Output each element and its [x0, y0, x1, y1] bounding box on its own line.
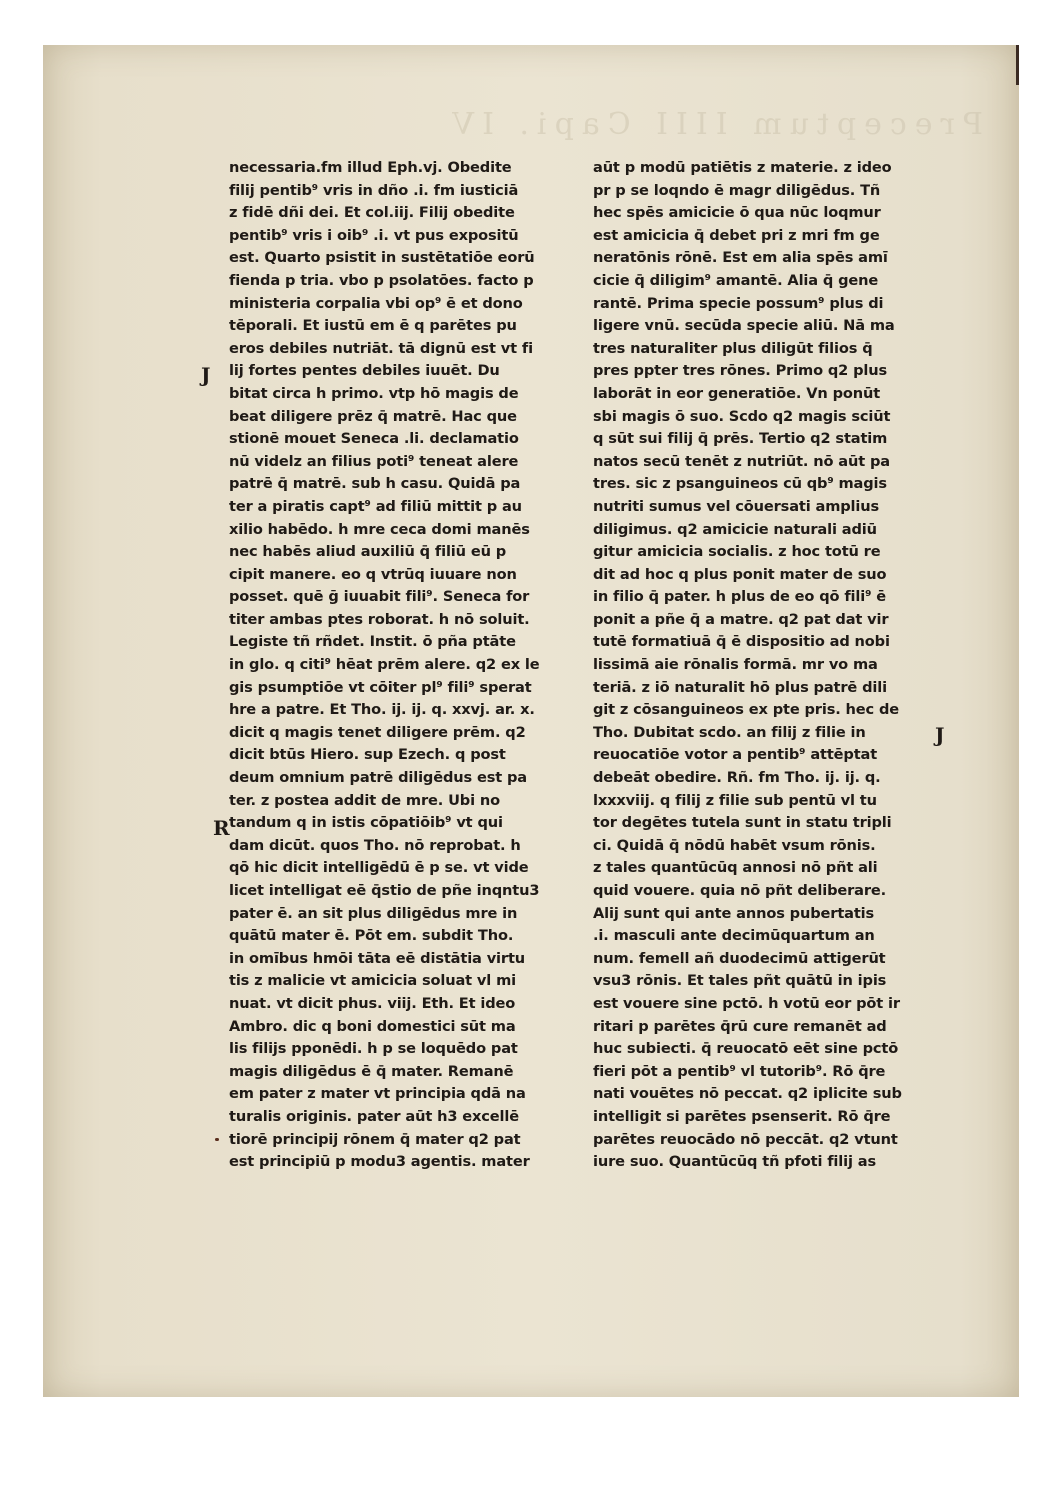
text-line: est. Quarto psistit in sustētatiōe eorū	[229, 249, 535, 267]
text-line: tutē formatiuā q̄ ē dispositio ad nobi	[593, 633, 890, 651]
text-line: ter. z postea addit de mre. Ubi no	[229, 791, 500, 809]
text-line: hre a patre. Et Tho. ij. ij. q. xxvj. ar. x.	[229, 701, 535, 719]
text-line: tres naturaliter plus diligūt filios q̄	[593, 339, 873, 357]
text-line: licet intelligat eē q̄stio de pñe inqntu3	[229, 882, 540, 899]
text-line: Tho. Dubitat scdo. an filij z filie in	[593, 723, 866, 741]
text-line: dam dicūt. quos Tho. nō reprobat. h	[229, 836, 521, 854]
text-line: z tales quantūcūq annosi nō pñt ali	[593, 859, 878, 877]
text-line: lis filijs pponēdi. h p se loquēdo pat	[229, 1040, 518, 1058]
ink-dot	[215, 1138, 219, 1141]
text-line: lxxxviij. q filij z filie sub pentū vl tu	[593, 791, 877, 809]
text-line: lissimā aie rōnalis formā. mr vo ma	[593, 656, 878, 674]
text-line: dit ad hoc q plus ponit mater de suo	[593, 565, 887, 583]
text-line: deum omnium patrē diligēdus est pa	[229, 769, 528, 787]
text-line: Alij sunt qui ante annos pubertatis	[593, 904, 875, 922]
text-line: ritari p parētes q̄rū cure remanēt ad	[593, 1017, 887, 1035]
text-line: ponit a pñe q̄ a matre. q2 pat dat vir	[593, 610, 889, 628]
text-line: posset. quē ḡ iuuabit fili⁹. Seneca for	[229, 588, 530, 606]
text-line: ter a piratis capt⁹ ad filiū mittit p au	[229, 497, 522, 515]
text-line: est vouere sine pctō. h votū eor pōt ir	[593, 994, 900, 1012]
text-line: tēporali. Et iustū em ē q parētes pu	[229, 317, 517, 335]
text-line: num. femell añ duodecimū attigerūt	[593, 949, 886, 967]
text-line: ci. Quidā q̄ nōdū habēt vsum rōnis.	[593, 836, 876, 854]
text-line: titer ambas ptes roborat. h nō soluit.	[229, 610, 530, 628]
left-text-column	[229, 157, 574, 1174]
text-line: rantē. Prima specie possum⁹ plus di	[593, 294, 884, 312]
text-line: Ambro. dic q boni domestici sūt ma	[229, 1017, 516, 1035]
text-line: pentib⁹ vris i oib⁹ .i. vt pus expositū	[229, 226, 519, 244]
text-line: z fidē dñi dei. Et col.iij. Filij obedite	[229, 204, 515, 222]
text-line: beat diligere prēz q̄ matrē. Hac que	[229, 407, 517, 425]
text-line: aūt p modū patiētis z materie. z ideo	[593, 159, 892, 176]
text-line: parētes reuocādo nō peccāt. q2 vtunt	[593, 1130, 898, 1148]
text-line: debeāt obedire. Rñ. fm Tho. ij. ij. q.	[593, 769, 881, 787]
text-line: tres. sic z psanguineos cū qb⁹ magis	[593, 475, 887, 493]
text-line: nec habēs aliud auxiliū q̄ filiū eū p	[229, 543, 507, 561]
text-line: iure suo. Quantūcūq tñ pfoti filij as	[593, 1153, 877, 1171]
text-line: diligimus. q2 amicicie naturali adiū	[593, 520, 877, 538]
text-line: fieri pōt a pentib⁹ vl tutorib⁹. Rō q̄re	[593, 1062, 886, 1080]
text-line: patrē q̄ matrē. sub h casu. Quidā pa	[229, 475, 521, 493]
text-line: ministeria corpalia vbi op⁹ ē et dono	[229, 294, 523, 312]
text-line: cicie q̄ diligim⁹ amantē. Alia q̄ gene	[593, 271, 879, 289]
text-line: .i. masculi ante decimūquartum an	[593, 927, 875, 945]
text-line: gis psumptiōe vt cōiter pl⁹ fili⁹ sperat	[229, 678, 532, 696]
text-line: filij pentib⁹ vris in dño .i. fm iusticiā	[229, 181, 519, 199]
text-line: natos secū tenēt z nutriūt. nō aūt pa	[593, 452, 890, 470]
text-line: pr p se loqndo ē magr diligēdus. Tñ	[593, 181, 881, 199]
text-line: gitur amicicia socialis. z hoc totū re	[593, 543, 881, 561]
text-line: nutriti sumus vel cōuersati amplius	[593, 497, 880, 515]
text-line: turalis originis. pater aūt h3 excellē	[229, 1107, 519, 1125]
text-line: quātū mater ē. Pōt em. subdit Tho.	[229, 927, 514, 945]
text-line: cipit manere. eo q vtrūq iuuare non	[229, 565, 517, 583]
text-line: bitat circa h primo. vtp hō magis de	[229, 384, 519, 402]
text-line: teriā. z iō naturalit hō plus patrē dili	[593, 678, 887, 696]
text-line: est principiū p modu3 agentis. mater	[229, 1153, 530, 1171]
text-line: in omībus hmōi tāta eē distātia virtu	[229, 949, 526, 967]
right-text-column	[593, 157, 963, 1174]
text-line: eros debiles nutriāt. tā dignū est vt fi	[229, 339, 533, 357]
book-page	[43, 45, 1019, 1397]
text-line: in filio q̄ pater. h plus de eo qō fili⁹ ē	[593, 588, 887, 606]
text-line: laborāt in eor generatiōe. Vn ponūt	[593, 384, 881, 402]
text-line: pater ē. an sit plus diligēdus mre in	[229, 904, 518, 922]
margin-marker-left-top: J	[201, 363, 211, 387]
text-line: reuocatiōe votor a pentib⁹ attēptat	[593, 746, 878, 764]
text-line: em pater z mater vt principia qdā na	[229, 1085, 526, 1103]
text-line: nuat. vt dicit phus. viij. Eth. Et ideo	[229, 994, 516, 1012]
text-line: Legiste tñ rñdet. Instit. ō pña ptāte	[229, 633, 516, 651]
text-line: tiorē principij rōnem q̄ mater q2 pat	[229, 1130, 521, 1148]
running-header: Preceptum IIII Capi. IV	[444, 107, 983, 142]
text-line: pres ppter tres rōnes. Primo q2 plus	[593, 362, 888, 380]
text-line: nū videlz an filius poti⁹ teneat alere	[229, 452, 519, 470]
text-line: intelligit si parētes psenserit. Rō q̄re	[593, 1107, 891, 1125]
text-line: magis diligēdus ē q̄ mater. Remanē	[229, 1062, 514, 1080]
text-line: est amicicia q̄ debet pri z mri fm ge	[593, 226, 880, 244]
text-line: stionē mouet Seneca .li. declamatio	[229, 430, 519, 448]
text-line: in glo. q citi⁹ hēat prēm alere. q2 ex le	[229, 656, 540, 674]
text-line: tandum q in istis cōpatiōib⁹ vt qui	[229, 814, 503, 832]
text-line: tis z malicie vt amicicia soluat vl mi	[229, 972, 516, 990]
text-line: xilio habēdo. h mre ceca domi manēs	[229, 520, 530, 538]
text-line: necessaria.fm illud Eph.vj. Obedite	[229, 159, 512, 176]
text-line: quid vouere. quia nō pñt deliberare.	[593, 882, 887, 899]
text-line: fienda p tria. vbo p psolatōes. facto p	[229, 271, 534, 289]
text-line: hec spēs amicicie ō qua nūc loqmur	[593, 204, 881, 222]
text-line: ligere vnū. secūda specie aliū. Nā ma	[593, 317, 895, 335]
text-line: git z cōsanguineos ex pte pris. hec de	[593, 701, 900, 719]
margin-marker-left-bottom: R	[213, 816, 230, 840]
text-line: lij fortes pentes debiles iuuēt. Du	[229, 362, 500, 380]
margin-marker-right: J	[935, 723, 945, 747]
text-line: nati vouētes nō peccat. q2 iplicite sub	[593, 1085, 902, 1103]
text-line: dicit q magis tenet diligere prēm. q2	[229, 723, 526, 741]
text-line: neratōnis rōnē. Est em alia spēs amī	[593, 249, 888, 267]
text-line: q sūt sui filij q̄ prēs. Tertio q2 statim	[593, 430, 888, 448]
text-line: sbi magis ō suo. Scdo q2 magis sciūt	[593, 407, 891, 425]
text-line: qō hic dicit intelligēdū ē p se. vt vide	[229, 859, 529, 877]
text-line: huc subiecti. q̄ reuocatō eēt sine pctō	[593, 1040, 899, 1058]
text-line: dicit btūs Hiero. sup Ezech. q post	[229, 746, 506, 764]
text-line: vsu3 rōnis. Et tales pñt quātū in ipis	[593, 972, 887, 990]
text-line: tor degētes tutela sunt in statu tripli	[593, 814, 892, 832]
